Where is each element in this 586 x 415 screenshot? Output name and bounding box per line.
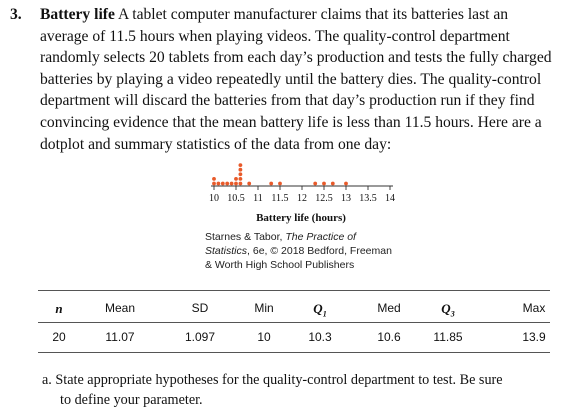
problem-line: convincing evidence that the mean battery life is less than 11.5 hours. Here are a — [40, 113, 542, 131]
data-dot — [212, 177, 216, 181]
problem-line: dotplot and summary statistics of the data from one day: — [40, 135, 392, 153]
value-mean: 11.07 — [105, 330, 135, 344]
x-tick-label: 13 — [341, 193, 351, 204]
header-mean: Mean — [104, 301, 136, 315]
credit-text: & Worth High School Publishers — [205, 259, 355, 271]
data-dot — [247, 182, 251, 186]
problem-line: A tablet computer manufacturer claims that its batteries last an — [114, 6, 509, 23]
x-axis-title: Battery life (hours) — [256, 212, 346, 224]
data-dot — [234, 182, 238, 186]
question-a — [42, 370, 572, 410]
value-q1: 10.3 — [308, 330, 332, 344]
data-dot — [234, 177, 238, 181]
data-dot — [322, 182, 326, 186]
problem-line: batteries by playing a video repeatedly until the battery dies. The quality-control — [40, 70, 542, 88]
header-q1: $Q_1$ — [313, 301, 327, 319]
header-max: Max — [522, 301, 546, 315]
credit-book-title-cont: Statistics — [205, 245, 248, 257]
data-dot — [221, 182, 225, 186]
dotplot-chart — [200, 158, 410, 214]
data-dot — [331, 182, 335, 186]
data-dot — [239, 163, 243, 167]
x-tick-label: 11 — [253, 193, 263, 204]
question-line: to define your parameter. — [60, 392, 203, 408]
x-tick-label: 10 — [209, 193, 219, 204]
x-tick-label: 14 — [385, 193, 395, 204]
data-dot — [212, 182, 216, 186]
value-q3: 11.85 — [433, 330, 463, 344]
credit-book-title: The Practice of — [285, 231, 356, 243]
data-dot — [239, 177, 243, 181]
data-dot — [225, 182, 229, 186]
x-tick-label: 13.5 — [359, 193, 377, 204]
problem-line: randomly selects 20 tablets from each day’s production and tests the fully charged — [40, 49, 552, 67]
value-sd: 1.097 — [184, 330, 216, 344]
credit-text: Starnes & Tabor, — [205, 231, 286, 243]
data-dot — [230, 182, 234, 186]
problem-line: average of 11.5 hours when playing videos. The quality-control department — [40, 27, 510, 45]
data-dot — [217, 182, 221, 186]
data-dot — [344, 182, 348, 186]
x-tick-label: 10.5 — [227, 193, 245, 204]
data-dot — [239, 172, 243, 176]
problem-line: department will discard the batteries from that day’s production run if they find — [40, 92, 535, 110]
dotplot-figure — [200, 158, 410, 278]
x-tick-label: 12.5 — [315, 193, 333, 204]
x-tick-label: 11.5 — [271, 193, 289, 204]
table-bottom-rule — [38, 352, 550, 353]
problem-text — [10, 4, 578, 155]
problem-title: Battery life — [40, 6, 115, 23]
data-dot — [239, 182, 243, 186]
data-dot — [239, 168, 243, 172]
header-med: Med — [377, 301, 401, 315]
value-max: 13.9 — [522, 330, 546, 344]
image-credit — [205, 230, 415, 272]
problem-body — [40, 4, 578, 155]
x-tick-label: 12 — [297, 193, 307, 204]
table-header-rule — [38, 322, 550, 323]
data-dot — [278, 182, 282, 186]
header-q3: $Q_3$ — [441, 301, 455, 319]
value-min: 10 — [257, 330, 271, 344]
header-sd: SD — [191, 301, 209, 315]
header-min: Min — [254, 301, 274, 315]
data-dot — [269, 182, 273, 186]
credit-text: , 6e, © 2018 Bedford, Freeman — [247, 245, 392, 257]
value-med: 10.6 — [377, 330, 401, 344]
problem-number: 3. — [10, 6, 22, 23]
question-line: a. State appropriate hypotheses for the quality-control department to test. Be sure — [42, 372, 503, 388]
value-n: 20 — [52, 330, 66, 344]
header-n: n — [55, 301, 63, 316]
table-top-rule — [38, 290, 550, 291]
data-dot — [313, 182, 317, 186]
